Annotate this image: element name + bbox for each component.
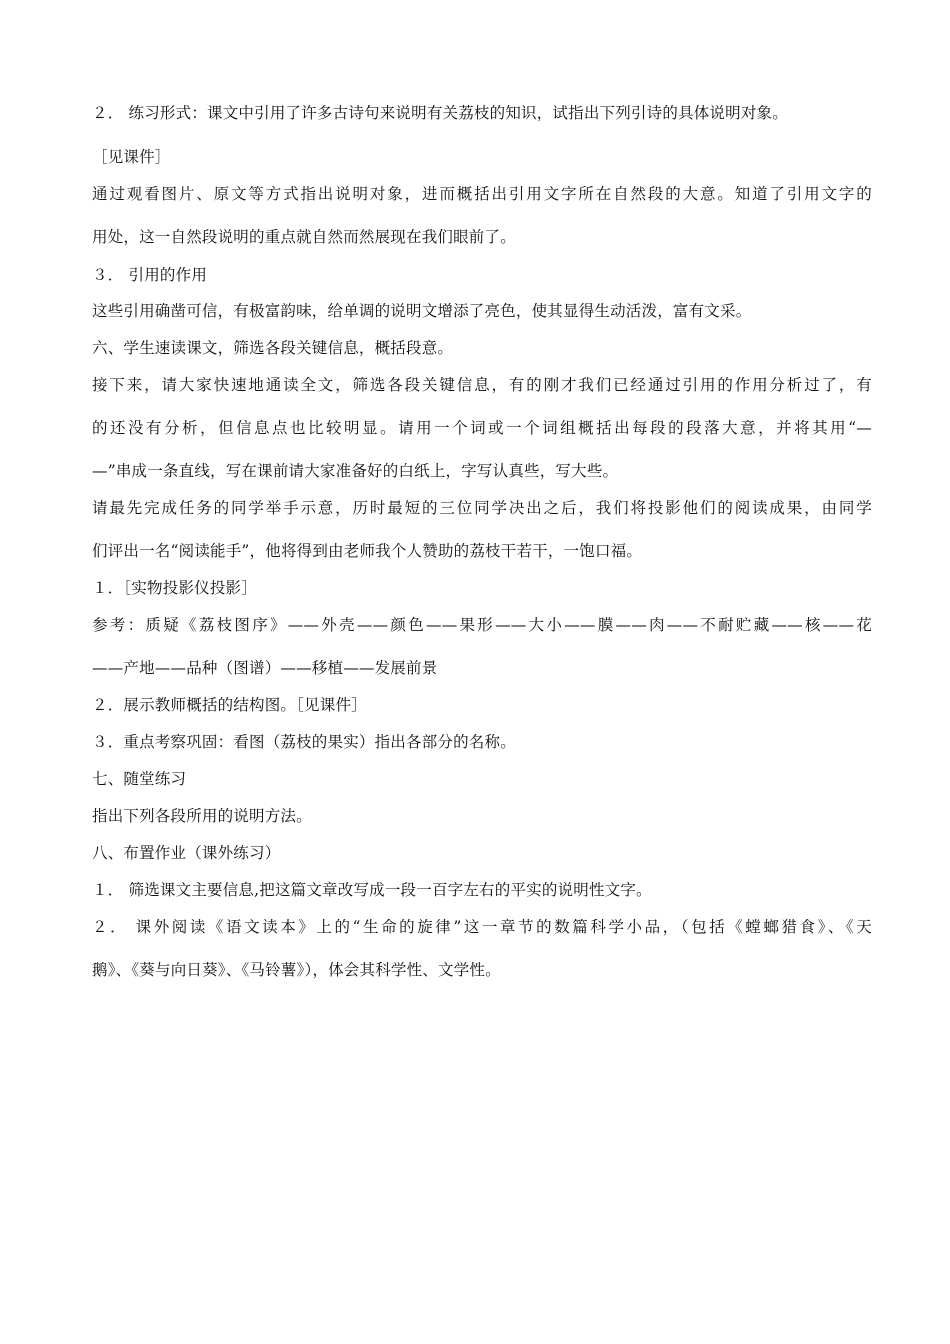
- text-line: 七、随堂练习: [92, 770, 187, 788]
- text-line: 的还没有分析，但信息点也比较明显。请用一个词或一个词组概括出每段的段落大意，并将其用“—: [92, 419, 872, 437]
- text-line: 们评出一名“阅读能手”，他将得到由老师我个人赞助的荔枝干若干，一饱口福。: [92, 542, 643, 560]
- text-line: 通过观看图片、原文等方式指出说明对象，进而概括出引用文字所在自然段的大意。知道了引用文字的: [92, 185, 872, 203]
- text-line: ２． 课外阅读《语文读本》上的“生命的旋律”这一章节的数篇科学小品，（包括《螳螂猎食》、《天: [92, 918, 872, 936]
- text-line: —”串成一条直线，写在课前请大家准备好的白纸上，字写认真些，写大些。: [92, 462, 619, 480]
- text-line: 指出下列各段所用的说明方法。: [92, 807, 312, 825]
- text-line: ２． 练习形式：课文中引用了许多古诗句来说明有关荔枝的知识，试指出下列引诗的具体说明对象。: [92, 104, 788, 122]
- text-line: ——产地——品种（图谱）——移植——发展前景: [92, 659, 438, 677]
- text-line: ［见课件］: [92, 148, 171, 166]
- text-line: 六、学生速读课文，筛选各段关键信息，概括段意。: [92, 339, 454, 357]
- text-line: ２．展示教师概括的结构图。［见课件］: [92, 696, 367, 714]
- text-line: １． 筛选课文主要信息,把这篇文章改写成一段一百字左右的平实的说明性文字。: [92, 881, 652, 899]
- text-line: ３．重点考察巩固：看图（荔枝的果实）指出各部分的名称。: [92, 733, 516, 751]
- text-line: ３． 引用的作用: [92, 266, 208, 284]
- text-line: 八、布置作业（课外练习）: [92, 844, 281, 862]
- text-line: 这些引用确凿可信，有极富韵味，给单调的说明文增添了亮色，使其显得生动活泼，富有文采。: [92, 302, 752, 320]
- text-line: 参考：质疑《荔枝图序》——外壳——颜色——果形——大小——膜——肉——不耐贮藏——核——花: [92, 616, 872, 634]
- text-line: 用处，这一自然段说明的重点就自然而然展现在我们眼前了。: [92, 228, 516, 246]
- text-line: 鹅》、《葵与向日葵》、《马铃薯》），体会其科学性、文学性。: [92, 961, 501, 979]
- text-line: １．［实物投影仪投影］: [92, 579, 257, 597]
- text-line: 接下来，请大家快速地通读全文，筛选各段关键信息，有的刚才我们已经通过引用的作用分析过了，有: [92, 376, 872, 394]
- text-line: 请最先完成任务的同学举手示意，历时最短的三位同学决出之后，我们将投影他们的阅读成果，由同学: [92, 499, 872, 517]
